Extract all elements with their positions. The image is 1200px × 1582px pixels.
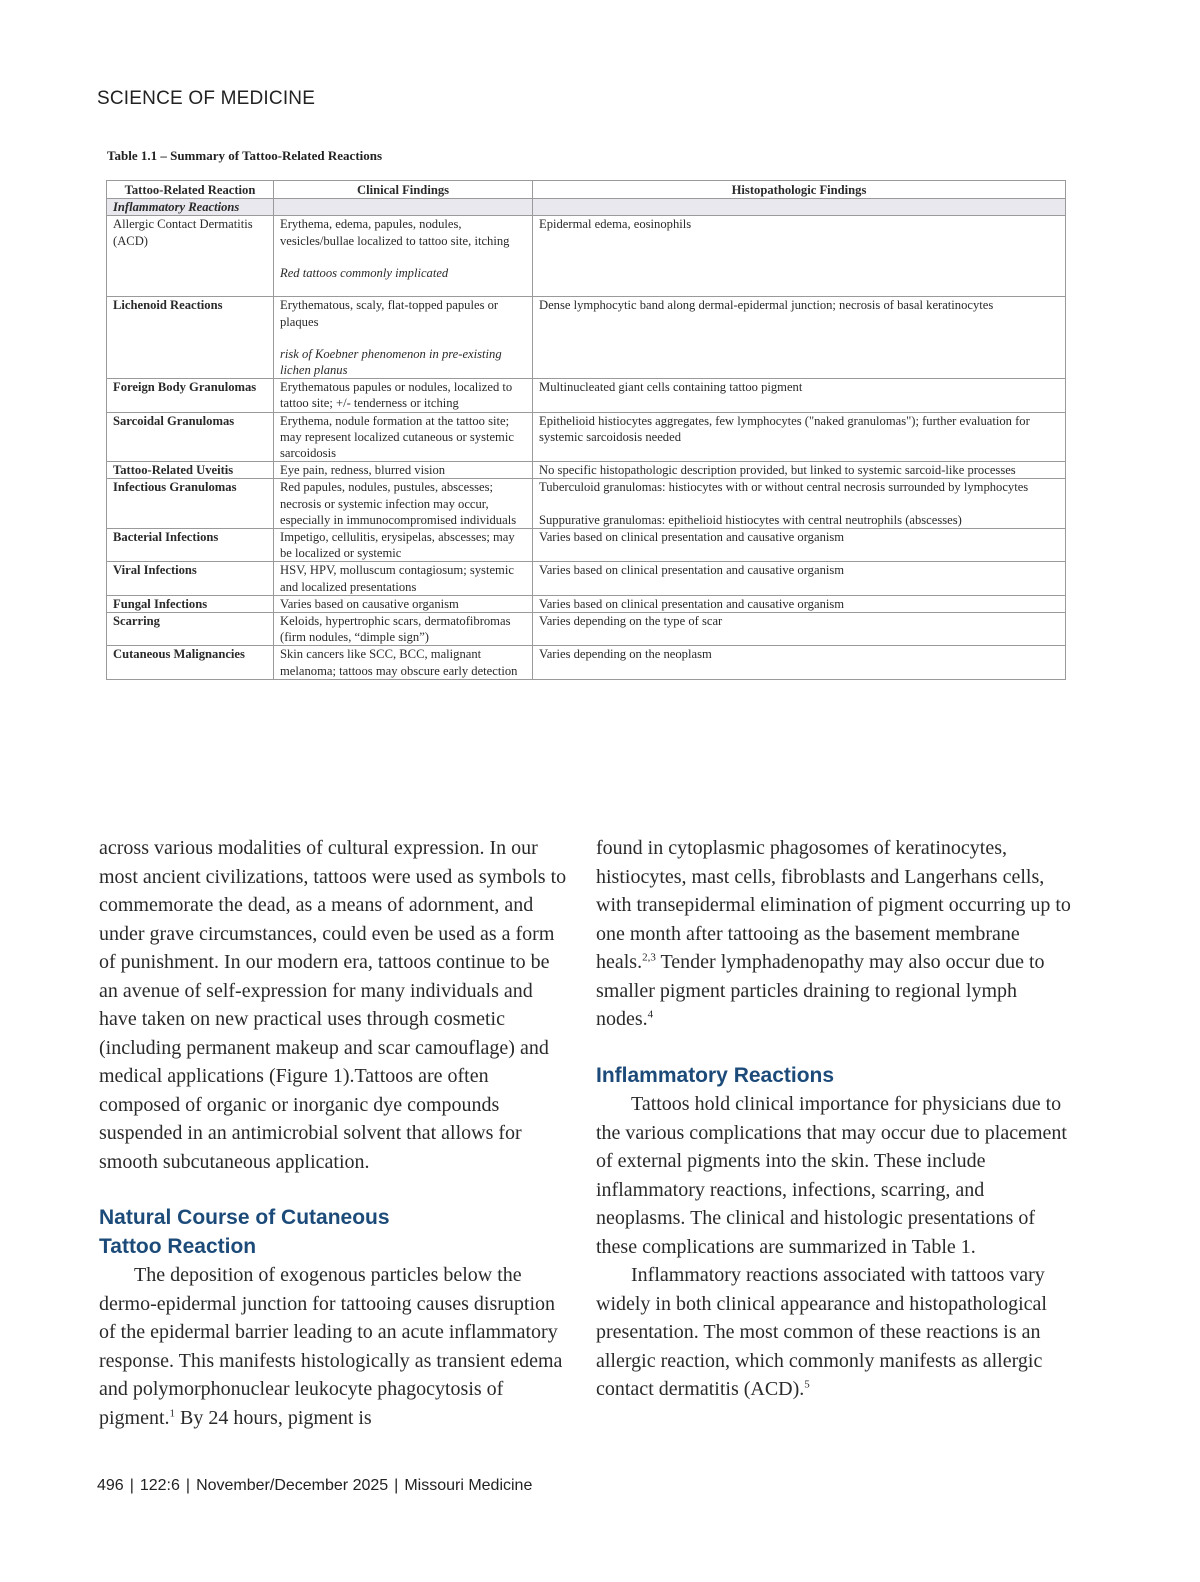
histo-cell: No specific histopathologic description provided, but linked to systemic sarcoid-like processes <box>533 462 1066 479</box>
histo-cell: Varies based on clinical presentation and causative organism <box>533 595 1066 612</box>
right-column <box>596 834 1071 1404</box>
reaction-cell: Tattoo-Related Uveitis <box>107 462 274 479</box>
table-row <box>107 613 1066 646</box>
clinical-cell: Impetigo, cellulitis, erysipelas, abscesses; may be localized or systemic <box>274 529 533 562</box>
body-paragraph: The deposition of exogenous particles below the dermo-epidermal junction for tattooing causes disruption of the epidermal barrier leading to an acute inflammatory response. This manifests histologically as transient edema and polymorphonuclear leukocyte phagocytosis of pigment.$^1$ By 24 hours, pigment is <box>99 1264 563 1429</box>
table-row <box>107 216 1066 297</box>
clinical-cell: Erythema, edema, papules, nodules, vesicles/bullae localized to tattoo site, itching Red tattoos commonly implicated <box>274 216 533 297</box>
histo-extra: Suppurative granulomas: epithelioid histiocytes with central neutrophils (abscesses) <box>539 512 962 527</box>
table-row <box>107 479 1066 529</box>
reaction-cell: Scarring <box>107 613 274 646</box>
clinical-note: Red tattoos commonly implicated <box>280 265 449 280</box>
table-row <box>107 297 1066 379</box>
histo-cell: Varies based on clinical presentation and causative organism <box>533 529 1066 562</box>
histo-cell: Epidermal edema, eosinophils <box>533 216 1066 297</box>
histo-cell: Epithelioid histiocytes aggregates, few lymphocytes ("naked granulomas"); further evaluation for systemic sarcoidosis needed <box>533 412 1066 462</box>
histo-cell: Dense lymphocytic band along dermal-epidermal junction; necrosis of basal keratinocytes <box>533 297 1066 379</box>
table-row <box>107 562 1066 595</box>
journal-name: Missouri Medicine <box>404 1477 533 1494</box>
column-header: Clinical Findings <box>274 181 533 199</box>
table-row <box>107 462 1066 479</box>
reaction-cell: Lichenoid Reactions <box>107 297 274 379</box>
clinical-cell: Skin cancers like SCC, BCC, malignant melanoma; tattoos may obscure early detection <box>274 646 533 679</box>
table-row <box>107 412 1066 462</box>
clinical-cell: Varies based on causative organism <box>274 595 533 612</box>
clinical-cell: Keloids, hypertrophic scars, dermatofibromas (firm nodules, “dimple sign”) <box>274 613 533 646</box>
histo-cell: Varies depending on the neoplasm <box>533 646 1066 679</box>
left-column <box>99 834 569 1432</box>
reaction-cell: Fungal Infections <box>107 595 274 612</box>
page-footer: 496 | 122:6 | November/December 2025 | Missouri Medicine <box>97 1477 533 1494</box>
table-title: Table 1.1 – Summary of Tattoo-Related Reactions <box>107 148 383 163</box>
reference-marker: 4 <box>647 1008 654 1021</box>
table-group-row <box>107 199 1066 216</box>
body-paragraph: Tattoos hold clinical importance for physicians due to the various complications that may occur due to placement of external pigments into the skin. These include inflammatory reactions, infections, scarring, and neoplasms. The clinical and histologic presentations of these complications are summarized in Table 1. <box>596 1093 1067 1258</box>
table-row <box>107 379 1066 412</box>
table-header-row <box>107 181 1066 199</box>
table-row <box>107 529 1066 562</box>
table-row <box>107 595 1066 612</box>
column-header: Tattoo-Related Reaction <box>107 181 274 199</box>
clinical-cell: Erythematous, scaly, flat-topped papules or plaques risk of Koebner phenomenon in pre-existing lichen planus <box>274 297 533 379</box>
section-heading-inflammatory: Inflammatory Reactions <box>596 1063 835 1087</box>
reaction-cell: Sarcoidal Granulomas <box>107 412 274 462</box>
reaction-cell: Infectious Granulomas <box>107 479 274 529</box>
histo-cell: Tuberculoid granulomas: histiocytes with or without central necrosis surrounded by lymphocytes Suppurative granulomas: epithelioid histiocytes with central neutrophils (abscesses) <box>533 479 1066 529</box>
page-number: 496 <box>97 1477 124 1494</box>
histo-cell: Varies based on clinical presentation and causative organism <box>533 562 1066 595</box>
reference-marker: 1 <box>169 1406 176 1419</box>
table-row <box>107 646 1066 679</box>
reference-marker: 5 <box>804 1378 810 1391</box>
clinical-cell: Eye pain, redness, blurred vision <box>274 462 533 479</box>
intro-paragraph: across various modalities of cultural expression. In our most ancient civilizations, tattoos were used as symbols to commemorate the dead, as a means of adornment, and under grave circumstances, could even be used as a form of punishment. In our modern era, tattoos continue to be an avenue of self-expression for many individuals and have taken on new practical uses through cosmetic (including permanent makeup and scar camouflage) and medical applications (Figure 1).Tattoos are often composed of organic or inorganic dye compounds suspended in an antimicrobial solvent that allows for smooth subcutaneous application. <box>99 837 567 1173</box>
clinical-cell: Erythema, nodule formation at the tattoo site; may represent localized cutaneous or systemic sarcoidosis <box>274 412 533 462</box>
continued-paragraph: found in cytoplasmic phagosomes of keratinocytes, histiocytes, mast cells, fibroblasts and Langerhans cells, with transepidermal elimination of pigment occurring up to one month after tattooing as the basement membrane heals.$^{2,3}$ Tender lymphadenopathy may also occur due to smaller pigment particles draining to regional lymph nodes.$^4$ <box>596 837 1071 1030</box>
section-label: SCIENCE OF MEDICINE <box>97 88 316 109</box>
reaction-cell: Bacterial Infections <box>107 529 274 562</box>
histo-cell: Varies depending on the type of scar <box>533 613 1066 646</box>
reference-marker: 2,3 <box>642 951 656 964</box>
issue-volume: 122:6 <box>139 1477 180 1494</box>
clinical-cell: HSV, HPV, molluscum contagiosum; systemic and localized presentations <box>274 562 533 595</box>
reaction-cell: Foreign Body Granulomas <box>107 379 274 412</box>
body-paragraph: Inflammatory reactions associated with tattoos vary widely in both clinical appearance and histopathological presentation. The most common of these reactions is an allergic reaction, which commonly manifests as allergic contact dermatitis (ACD).$^5$ <box>596 1264 1047 1400</box>
clinical-note: risk of Koebner phenomenon in pre-existing lichen planus <box>280 346 502 378</box>
histo-cell: Multinucleated giant cells containing tattoo pigment <box>533 379 1066 412</box>
column-header: Histopathologic Findings <box>533 181 1066 199</box>
reaction-cell: Cutaneous Malignancies <box>107 646 274 679</box>
issue-date: November/December 2025 <box>196 1477 389 1494</box>
clinical-cell: Erythematous papules or nodules, localized to tattoo site; +/- tenderness or itching <box>274 379 533 412</box>
group-label: Inflammatory Reactions <box>107 199 274 216</box>
reaction-cell: Allergic Contact Dermatitis (ACD) <box>107 216 274 297</box>
section-heading-natural-course: Natural Course of Cutaneous Tattoo Reaction <box>99 1206 390 1258</box>
reactions-table <box>106 180 1066 680</box>
clinical-cell: Red papules, nodules, pustules, abscesses; necrosis or systemic infection may occur, especially in immunocompromised individuals <box>274 479 533 529</box>
reaction-cell: Viral Infections <box>107 562 274 595</box>
